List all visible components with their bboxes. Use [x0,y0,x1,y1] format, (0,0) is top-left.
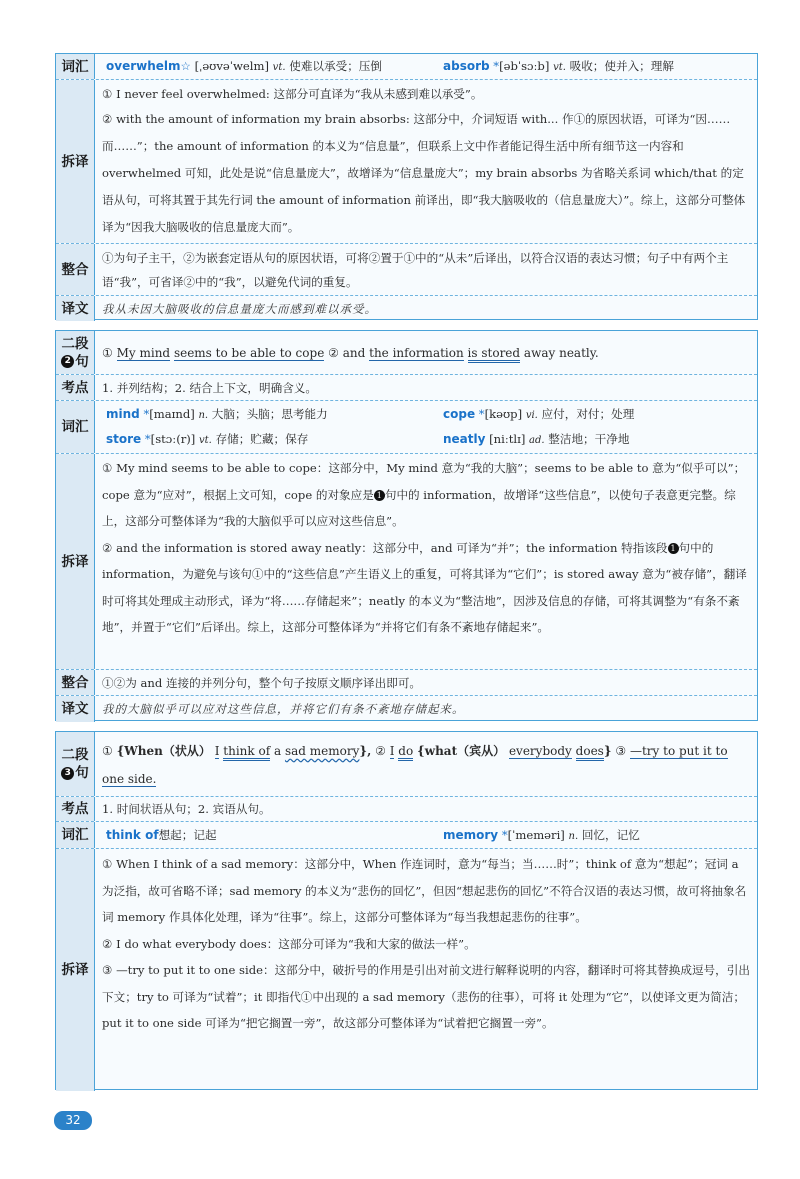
page-number: 32 [54,1111,92,1130]
point-label: 考点 [56,797,95,821]
analysed-sentence: ① My mind seems to be able to cope ② and the information is stored away neatly. [102,331,751,374]
split-paragraph: ② with the amount of information my brain absorbs: 这部分中，介词短语 with... 作①的原因状语，可译为“因……而……”；the amount of information 的本义为“信息量”，但联系上文中作者能记得生活中所有细节这一内容和 overwhelmed 可知，此处是说“信息量庞大”，故增译为“信息量庞大”；my brain absorbs 为省略关系词 which/that 的定语从句，可将其置于其先行词 the amount of information 前译出，即“我大脑吸收的（信息量庞大）”。综上，这部分可整体译为“因我大脑吸收的信息量庞大而”。 [102,112,746,234]
star-icon: * [144,432,151,446]
split-label: 拆译 [56,849,95,1091]
combine-row [56,669,757,695]
vocab-entry: store *[stɔː(r)] vt. 存储；贮藏；保存 [106,432,309,446]
combine-text: ①为句子主干，②为嵌套定语从句的原因状语，可将②置于①中的“从未”后译出，以符合汉语的表达习惯；句子中有两个主语“我”，可省译②中的“我”，以避免代词的重复。 [102,250,729,289]
translation-row [56,695,757,722]
vocab-entry: think of想起；记起 [106,828,217,842]
sentence-label: 二段 3 句 [56,732,95,796]
section-1 [55,53,758,320]
combine-row [56,243,757,295]
split-paragraph: ② I do what everybody does：这部分可译为“我和大家的做法一样”。 [102,936,476,951]
split-paragraph: ① My mind seems to be able to cope：这部分中，My mind 意为“我的大脑”；seems to be able to 意为“似乎可以”；cope 意为“应对”，根据上文可知，cope 的对象应是 1 句中的 information，故增译“这些信息”，以使句子表意更完整。综上，这部分可整体译为“我的大脑似乎可以应对这些信息”。 [102,461,746,528]
point-row [56,796,757,821]
sentence-row [56,331,757,374]
number-circle-icon: 1 [374,490,385,501]
split-paragraph: ① When I think of a sad memory：这部分中，When 作连词时，意为“每当；当……时”；think of 意为“想起”；冠词 a 为泛指，故可省略不译；sad memory 的本义为“悲伤的回忆”，但因“想起悲伤的回忆”不符合汉语的表达习惯，故可将抽象名词 memory 作具体化处理，译为“往事”。综上，这部分可整体译为“每当我想起悲伤的往事”。 [102,857,747,924]
section-2 [55,330,758,721]
vocab-entry: cope *[kəʊp] vi. 应付，对付；处理 [443,407,635,421]
sentence-row [56,732,757,796]
point-text: 1. 时间状语从句；2. 宾语从句。 [102,802,271,816]
vocab-label: 词汇 [56,822,95,848]
point-label: 考点 [56,375,95,400]
combine-text: ①②为 and 连接的并列分句，整个句子按原文顺序译出即可。 [102,675,422,690]
split-paragraph: ③ —try to put it to one side：这部分中，破折号的作用是引出对前文进行解释说明的内容，翻译时可将其替换成逗号，引出下文；try to 可译为“试着”；it 即指代①中出现的 a sad memory（悲伤的往事），可将 it 处理为“它”，以使译文更为简洁；put it to one side 可译为“把它搁置一旁”，故这部分可整体译为“试着把它搁置一旁”。 [102,963,750,1030]
analysed-sentence: ① {When（状从） I think of a sad memory}, ② I do {what（宾从） everybody does} ③ —try to put it to one side. [102,744,728,786]
split-row [56,848,757,1091]
vocab-entry: neatly [niːtlɪ] ad. 整洁地；干净地 [443,432,630,446]
star-icon: * [143,407,150,421]
split-paragraph: ② and the information is stored away neatly：这部分中，and 可译为“并”；the information 特指该段 1 句中的 information，为避免与该句①中的“这些信息”产生语义上的重复，可将其译为“它们”；is stored away 意为“被存储”，翻译时可将其处理成主动形式，译为“将……存储起来”；neatly 的本义为“整洁地”，因涉及信息的存储，可将其调整为“有条不紊地”，并置于“它们”后译出。综上，这部分可整体译为“并将它们有条不紊地存储起来”。 [102,540,747,634]
star-icon: ☆ [180,59,191,73]
vocab-entry: memory *[ˈmeməri] n. 回忆，记忆 [443,828,640,842]
number-circle-icon: 2 [61,355,74,368]
vocab-row [56,54,757,79]
vocab-word: absorb [443,59,490,73]
vocab-entry: absorb *[əbˈsɔːb] vt. 吸收；使并入；理解 [443,59,674,73]
vocab-row [56,821,757,848]
translation-row [56,295,757,321]
star-icon: * [501,828,508,842]
vocab-word: overwhelm [106,59,181,73]
vocab-label: 词汇 [56,54,95,79]
translation-text: 我的大脑似乎可以应对这些信息，并将它们有条不紊地存储起来。 [102,702,465,716]
vocab-label: 词汇 [56,401,95,453]
combine-label: 整合 [56,670,95,695]
vocab-row [56,400,757,453]
sentence-label: 二段 2 句 [56,331,95,374]
star-icon: * [478,407,485,421]
number-circle-icon: 1 [668,543,679,554]
split-row [56,79,757,243]
point-row [56,374,757,400]
combine-label: 整合 [56,244,95,295]
split-row [56,453,757,669]
section-3 [55,731,758,1090]
split-paragraph: ① I never feel overwhelmed: 这部分可直译为“我从未感到难以承受”。 [102,87,483,101]
translation-label: 译文 [56,696,95,722]
split-label: 拆译 [56,80,95,243]
star-icon: * [493,59,500,73]
vocab-entry: mind *[maɪnd] n. 大脑；头脑；思考能力 [106,407,328,421]
point-text: 1. 并列结构；2. 结合上下文，明确含义。 [102,380,317,395]
split-label: 拆译 [56,454,95,669]
number-circle-icon: 3 [61,767,74,780]
translation-label: 译文 [56,296,95,321]
translation-text: 我从未因大脑吸收的信息量庞大而感到难以承受。 [102,301,377,316]
vocab-entry: overwhelm☆ [ˌəʊvəˈwelm] vt. 使难以承受；压倒 [106,59,382,73]
